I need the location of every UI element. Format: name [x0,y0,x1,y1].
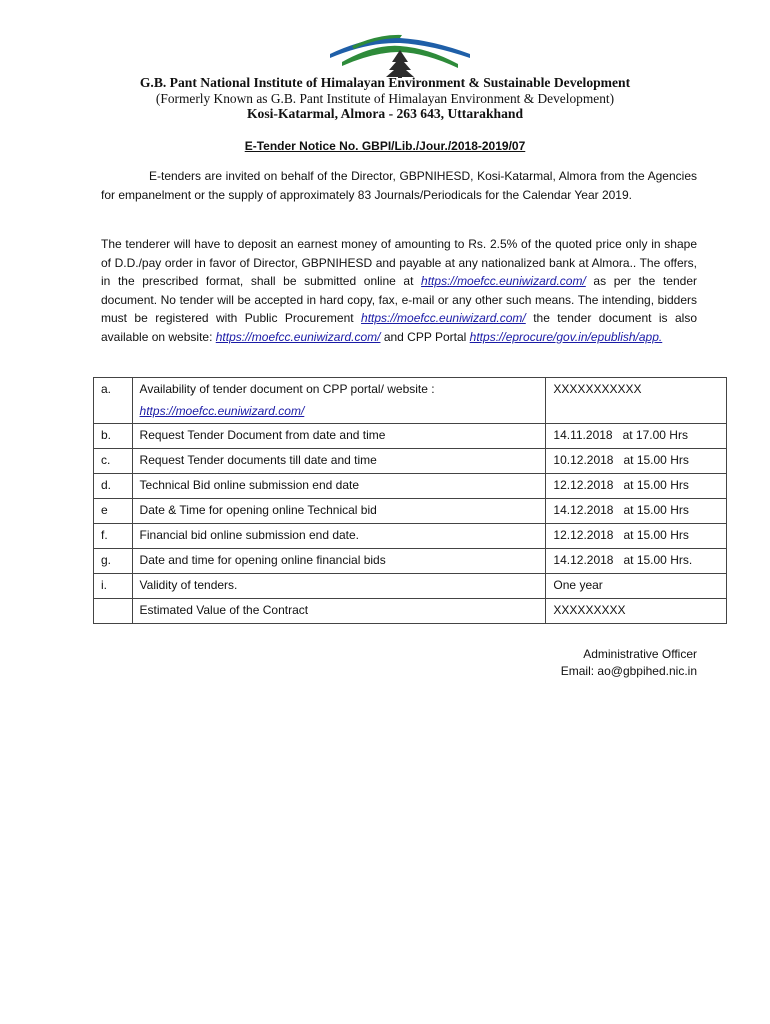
row-number: c. [94,449,133,474]
row-description: Estimated Value of the Contract [132,599,546,624]
paragraph-text: The tenderer will have to deposit an earnest money of amounting to Rs. 2.5% of the quoted price only in shape of D.D./pay order in favor of Director, GBPNIHESD and payable at any nationalized bank at Almora.. The offers, in the prescribed format, shall be submitted online at [101,237,697,289]
row-description: Request Tender documents till date and time [132,449,546,474]
signatory-email: Email: ao@gbpihed.nic.in [560,664,697,678]
table-row [94,574,727,599]
paragraph-text: as per the tender document. No tender will be accepted in hard copy, fax, e-mail or any other such means. The intending, bidders must be registered with Public Procurement [101,274,697,326]
table-row [94,449,727,474]
table-row [94,549,727,574]
institute-logo-icon [328,32,472,78]
moefcc-link[interactable]: https://moefcc.euniwizard.com/ [361,311,526,326]
paragraph-text: the tender document is also available on website: [101,311,697,344]
moefcc-link[interactable]: https://moefcc.euniwizard.com/ [421,274,586,289]
row-value: One year [546,574,727,599]
row-number: f. [94,524,133,549]
row-number: g. [94,549,133,574]
tender-schedule-table [93,377,727,624]
row-description-text: Availability of tender document on CPP portal/ website : [139,382,435,396]
row-description [132,378,546,424]
table-row [94,599,727,624]
row-number: b. [94,424,133,449]
row-number: i. [94,574,133,599]
row-number: e [94,499,133,524]
row-description: Date & Time for opening online Technical bid [132,499,546,524]
row-description: Financial bid online submission end date. [132,524,546,549]
row-number: a. [94,378,133,424]
table-row [94,474,727,499]
row-description: Technical Bid online submission end date [132,474,546,499]
moefcc-link[interactable]: https://moefcc.euniwizard.com/ [139,404,305,418]
row-value: XXXXXXXXXXX [546,378,727,424]
intro-paragraph: E-tenders are invited on behalf of the Director, GBPNIHESD, Kosi-Katarmal, Almora from the Agencies for empanelment or the supply of approximately 83 Journals/Periodicals for the Calendar Year 2019. [101,169,697,202]
table-row [94,378,727,424]
row-description: Request Tender Document from date and time [132,424,546,449]
row-value: 14.12.2018 at 15.00 Hrs. [546,549,727,574]
row-value: 14.11.2018 at 17.00 Hrs [546,424,727,449]
row-description: Validity of tenders. [132,574,546,599]
row-value: 12.12.2018 at 15.00 Hrs [546,524,727,549]
formerly-known-as: (Formerly Known as G.B. Pant Institute of Himalayan Environment & Development) [155,91,615,106]
table-row [94,424,727,449]
row-number [94,599,133,624]
signatory-designation: Administrative Officer [583,647,697,661]
row-value: 12.12.2018 at 15.00 Hrs [546,474,727,499]
table-row [94,499,727,524]
row-value: 10.12.2018 at 15.00 Hrs [546,449,727,474]
row-number: d. [94,474,133,499]
row-description: Date and time for opening online financial bids [132,549,546,574]
institute-name: G.B. Pant National Institute of Himalayan Environment & Sustainable Development [139,75,631,90]
paragraph-text: and CPP Portal [383,329,467,344]
cpp-portal-link[interactable]: https://eprocure/gov.in/epublish/app. [469,329,663,344]
table-row [94,524,727,549]
moefcc-link[interactable]: https://moefcc.euniwizard.com/ [215,329,381,344]
notice-title: E-Tender Notice No. GBPI/Lib./Jour./2018-2019/07 [244,139,526,153]
row-value: XXXXXXXXX [546,599,727,624]
row-value: 14.12.2018 at 15.00 Hrs [546,499,727,524]
institute-address: Kosi-Katarmal, Almora - 263 643, Uttarakhand [246,106,524,121]
deposit-paragraph [101,235,697,347]
